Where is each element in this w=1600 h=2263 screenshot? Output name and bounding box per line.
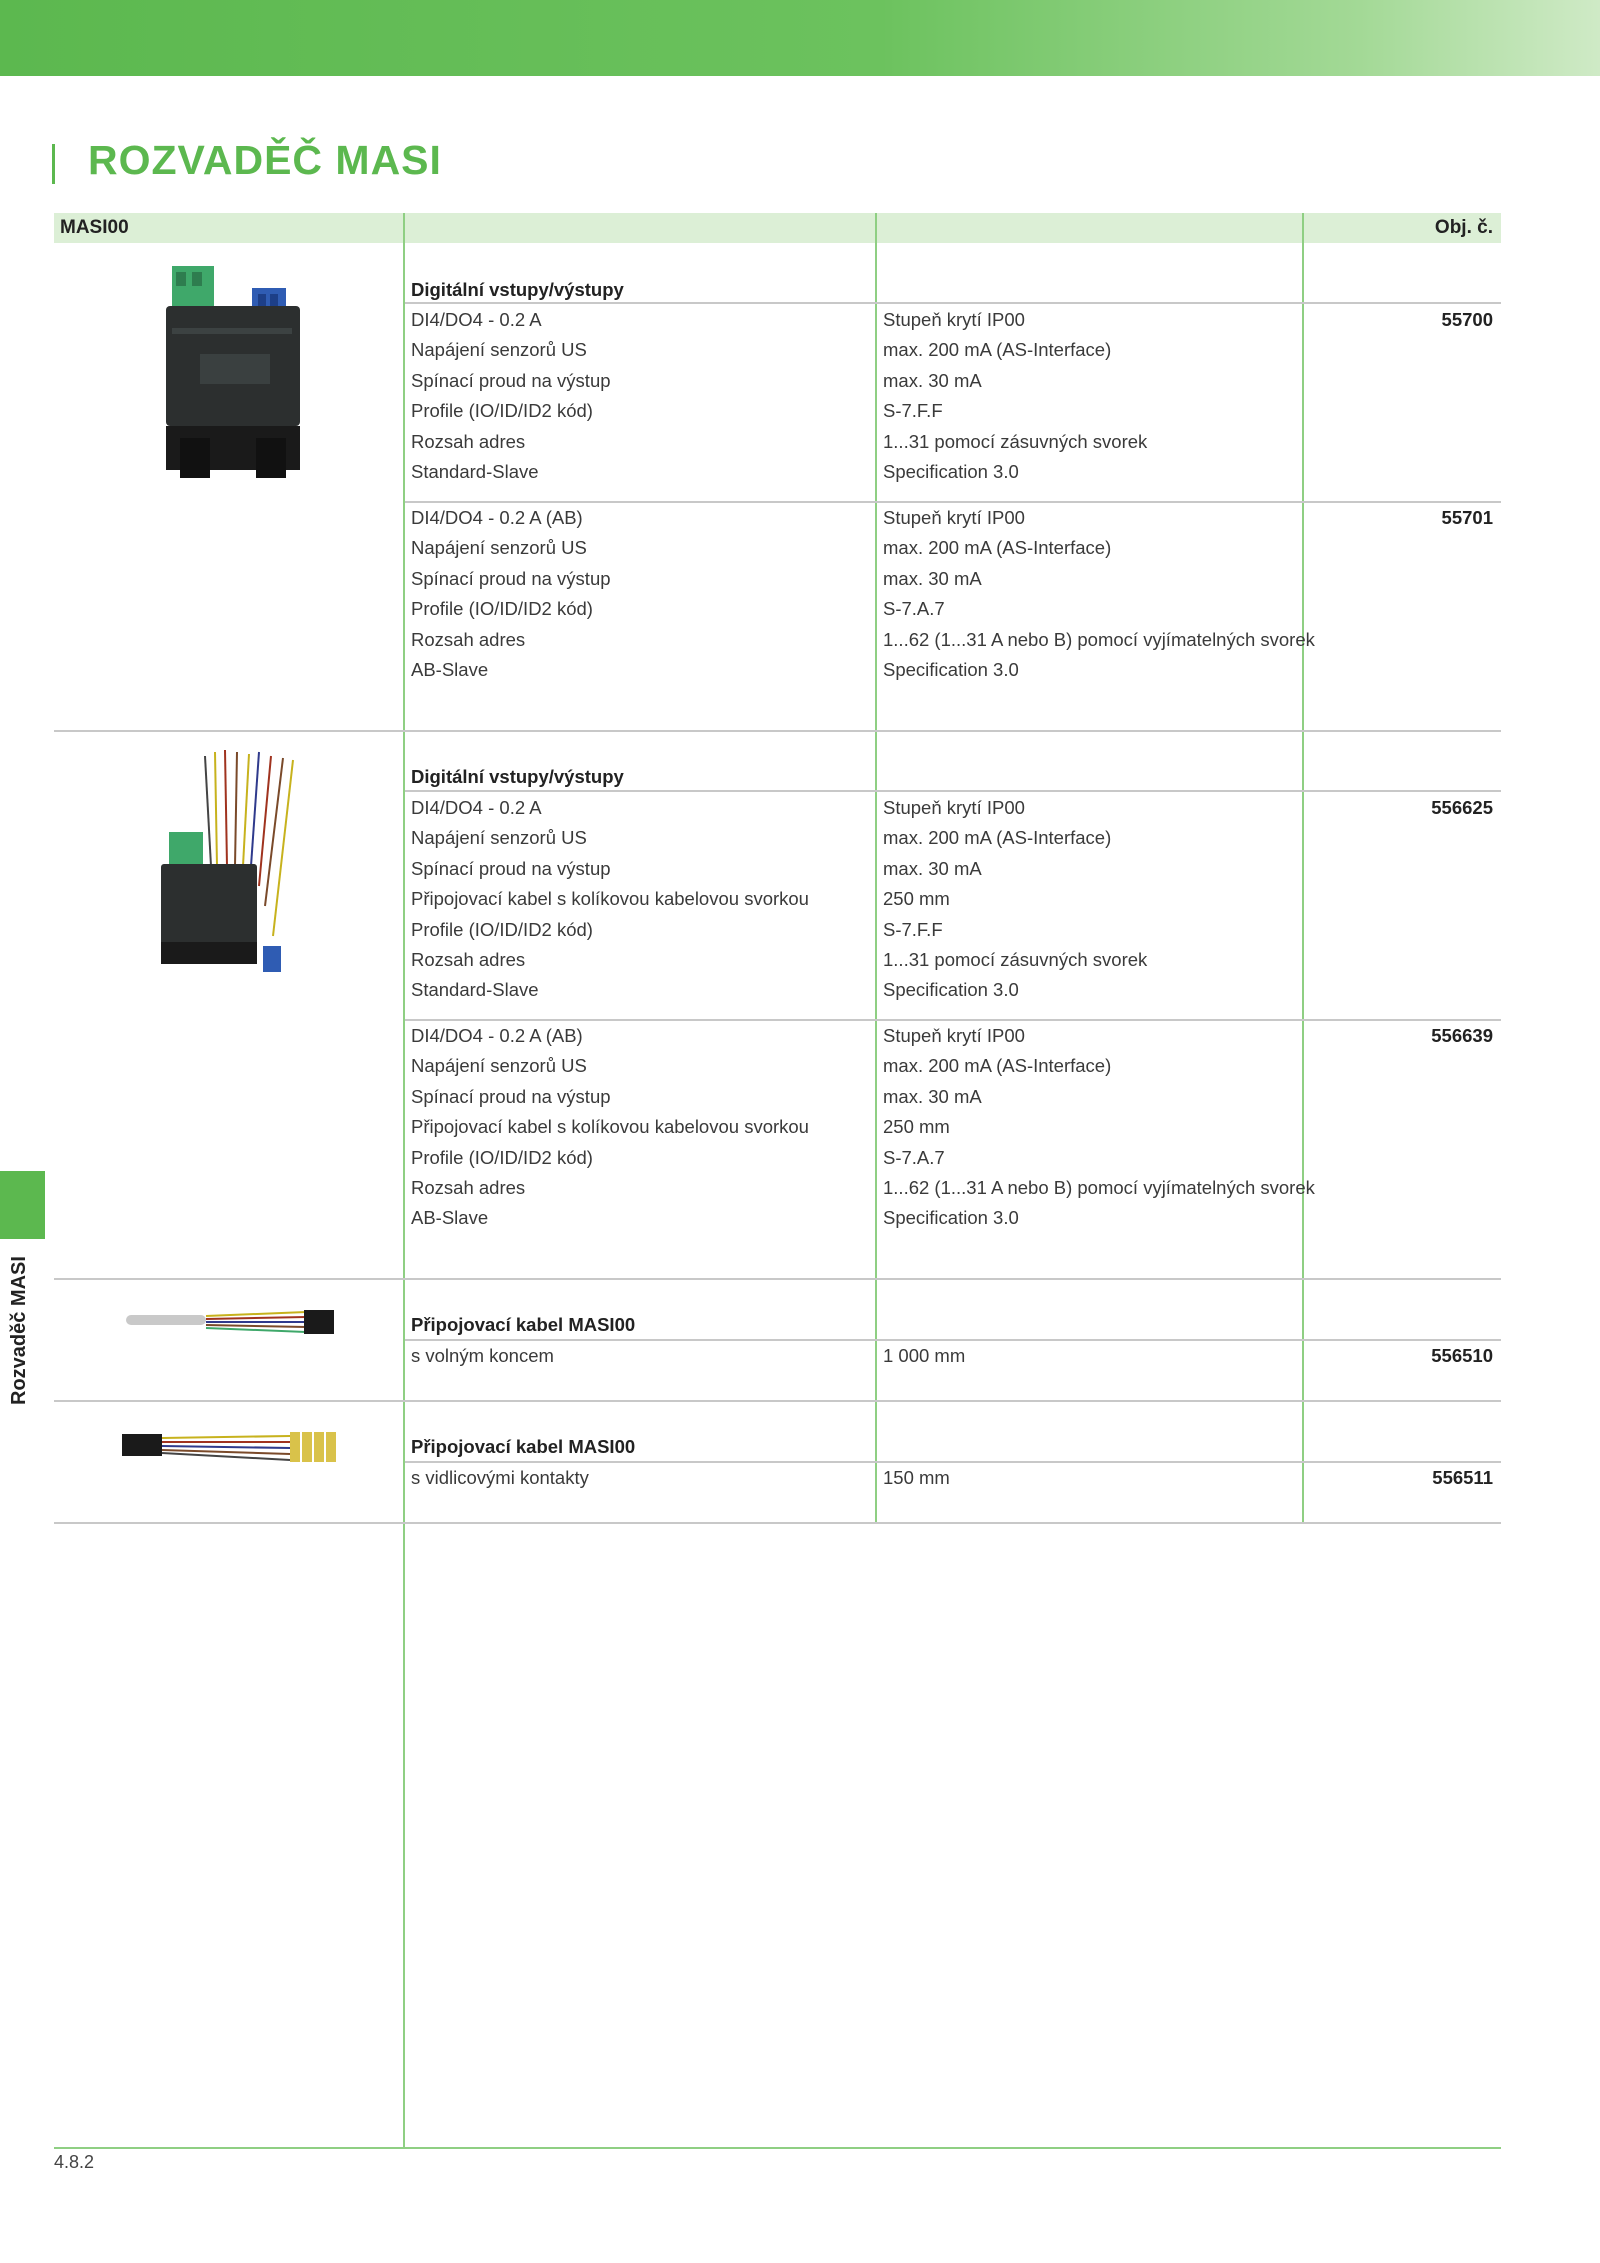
item-value: S-7.A.7 — [883, 1146, 945, 1168]
item-labels — [411, 1021, 809, 1234]
table-header-order-number: Obj. č. — [1434, 217, 1493, 238]
item-value: 1 000 mm — [883, 1345, 966, 1366]
item-value: max. 30 mA — [883, 369, 982, 391]
title-accent-bar — [52, 144, 55, 184]
item-label: Připojovací kabel s kolíkovou kabelovou svorkou — [411, 1116, 809, 1138]
item-value: max. 200 mA (AS-Interface) — [883, 339, 1112, 361]
item-labels — [411, 1463, 589, 1493]
item-value: Specification 3.0 — [883, 658, 1019, 680]
item-label: Napájení senzorů US — [411, 827, 587, 849]
item-label: Spínací proud na výstup — [411, 369, 611, 391]
item-value: max. 200 mA (AS-Interface) — [883, 1055, 1112, 1077]
order-number: 55700 — [1441, 309, 1493, 330]
column-divider-2 — [875, 213, 877, 1524]
item-label: Standard-Slave — [411, 979, 539, 1001]
item-labels — [411, 305, 611, 487]
item-values — [883, 1341, 965, 1371]
item-label: Rozsah adres — [411, 628, 526, 650]
item-value: 150 mm — [883, 1467, 950, 1488]
item-values — [883, 793, 1147, 1006]
item-label: Profile (IO/ID/ID2 kód) — [411, 598, 593, 620]
page-title: ROZVADĚČ MASI — [88, 137, 442, 183]
item-value: 1...31 pomocí zásuvných svorek — [883, 948, 1148, 970]
order-number: 556639 — [1431, 1025, 1493, 1046]
item-value: 1...62 (1...31 A nebo B) pomocí vyjímatelných svorek — [883, 1176, 1315, 1198]
section-divider — [54, 730, 1501, 732]
item-label: Rozsah adres — [411, 948, 526, 970]
row-divider — [405, 302, 1501, 304]
group-title: Digitální vstupy/výstupy — [411, 279, 624, 300]
item-labels — [411, 503, 611, 685]
item-label: Spínací proud na výstup — [411, 567, 611, 589]
asi-module-icon — [160, 258, 310, 490]
item-label: s vidlicovými kontakty — [411, 1467, 589, 1488]
item-label: DI4/DO4 - 0.2 A — [411, 309, 542, 330]
chapter-tab — [0, 1171, 45, 1239]
item-value: Specification 3.0 — [883, 460, 1019, 482]
item-label: AB-Slave — [411, 658, 489, 680]
item-value: max. 30 mA — [883, 1085, 982, 1107]
top-green-band — [0, 0, 1600, 76]
item-label: Rozsah adres — [411, 430, 526, 452]
item-values — [883, 1463, 950, 1493]
item-value: Specification 3.0 — [883, 979, 1019, 1001]
page-bottom-rule — [54, 2147, 1501, 2149]
column-divider-3 — [1302, 213, 1304, 1524]
table-header-row — [54, 213, 1501, 243]
item-value: max. 200 mA (AS-Interface) — [883, 827, 1112, 849]
asi-module-with-cable-icon — [155, 746, 305, 978]
side-chapter-label: Rozvaděč MASI — [8, 1256, 30, 1405]
item-value: max. 200 mA (AS-Interface) — [883, 537, 1112, 559]
item-label: Rozsah adres — [411, 1176, 526, 1198]
item-label: s volným koncem — [411, 1345, 554, 1366]
item-label: Spínací proud na výstup — [411, 857, 611, 879]
cable-free-end-icon — [126, 1304, 338, 1340]
item-value: Specification 3.0 — [883, 1207, 1019, 1229]
item-label: DI4/DO4 - 0.2 A (AB) — [411, 507, 583, 528]
item-values — [883, 305, 1147, 487]
item-value: Stupeň krytí IP00 — [883, 507, 1025, 528]
item-value: Stupeň krytí IP00 — [883, 309, 1025, 330]
item-values — [883, 1021, 1315, 1234]
item-label: Napájení senzorů US — [411, 1055, 587, 1077]
item-label: Spínací proud na výstup — [411, 1085, 611, 1107]
item-value: max. 30 mA — [883, 857, 982, 879]
item-label: Připojovací kabel s kolíkovou kabelovou svorkou — [411, 888, 809, 910]
item-label: DI4/DO4 - 0.2 A (AB) — [411, 1025, 583, 1046]
order-number: 556510 — [1431, 1345, 1493, 1366]
section-divider — [54, 1400, 1501, 1402]
order-number: 55701 — [1441, 507, 1493, 528]
item-value: 250 mm — [883, 888, 950, 910]
item-values — [883, 503, 1315, 685]
group-title: Digitální vstupy/výstupy — [411, 766, 624, 787]
item-label: Profile (IO/ID/ID2 kód) — [411, 1146, 593, 1168]
order-number: 556625 — [1431, 797, 1493, 818]
group-title: Připojovací kabel MASI00 — [411, 1436, 636, 1457]
item-value: 250 mm — [883, 1116, 950, 1138]
item-value: 1...62 (1...31 A nebo B) pomocí vyjímatelných svorek — [883, 628, 1315, 650]
row-divider — [405, 790, 1501, 792]
item-labels — [411, 793, 809, 1006]
item-label: Profile (IO/ID/ID2 kód) — [411, 400, 593, 422]
section-divider — [54, 1278, 1501, 1280]
item-label: Profile (IO/ID/ID2 kód) — [411, 918, 593, 940]
item-label: AB-Slave — [411, 1207, 489, 1229]
item-value: S-7.F.F — [883, 400, 943, 422]
column-divider-1 — [403, 213, 405, 2149]
table-header-product: MASI00 — [60, 217, 129, 238]
item-label: Standard-Slave — [411, 460, 539, 482]
item-label: Napájení senzorů US — [411, 537, 587, 559]
item-value: Stupeň krytí IP00 — [883, 1025, 1025, 1046]
item-value: max. 30 mA — [883, 567, 982, 589]
item-value: Stupeň krytí IP00 — [883, 797, 1025, 818]
section-divider — [54, 1522, 1501, 1524]
page-number: 4.8.2 — [54, 2152, 95, 2172]
item-label: DI4/DO4 - 0.2 A — [411, 797, 542, 818]
item-value: 1...31 pomocí zásuvných svorek — [883, 430, 1148, 452]
item-label: Napájení senzorů US — [411, 339, 587, 361]
item-value: S-7.F.F — [883, 918, 943, 940]
cable-fork-contacts-icon — [120, 1428, 340, 1468]
group-title: Připojovací kabel MASI00 — [411, 1314, 636, 1335]
item-value: S-7.A.7 — [883, 598, 945, 620]
order-number: 556511 — [1432, 1467, 1493, 1488]
item-labels — [411, 1341, 554, 1371]
